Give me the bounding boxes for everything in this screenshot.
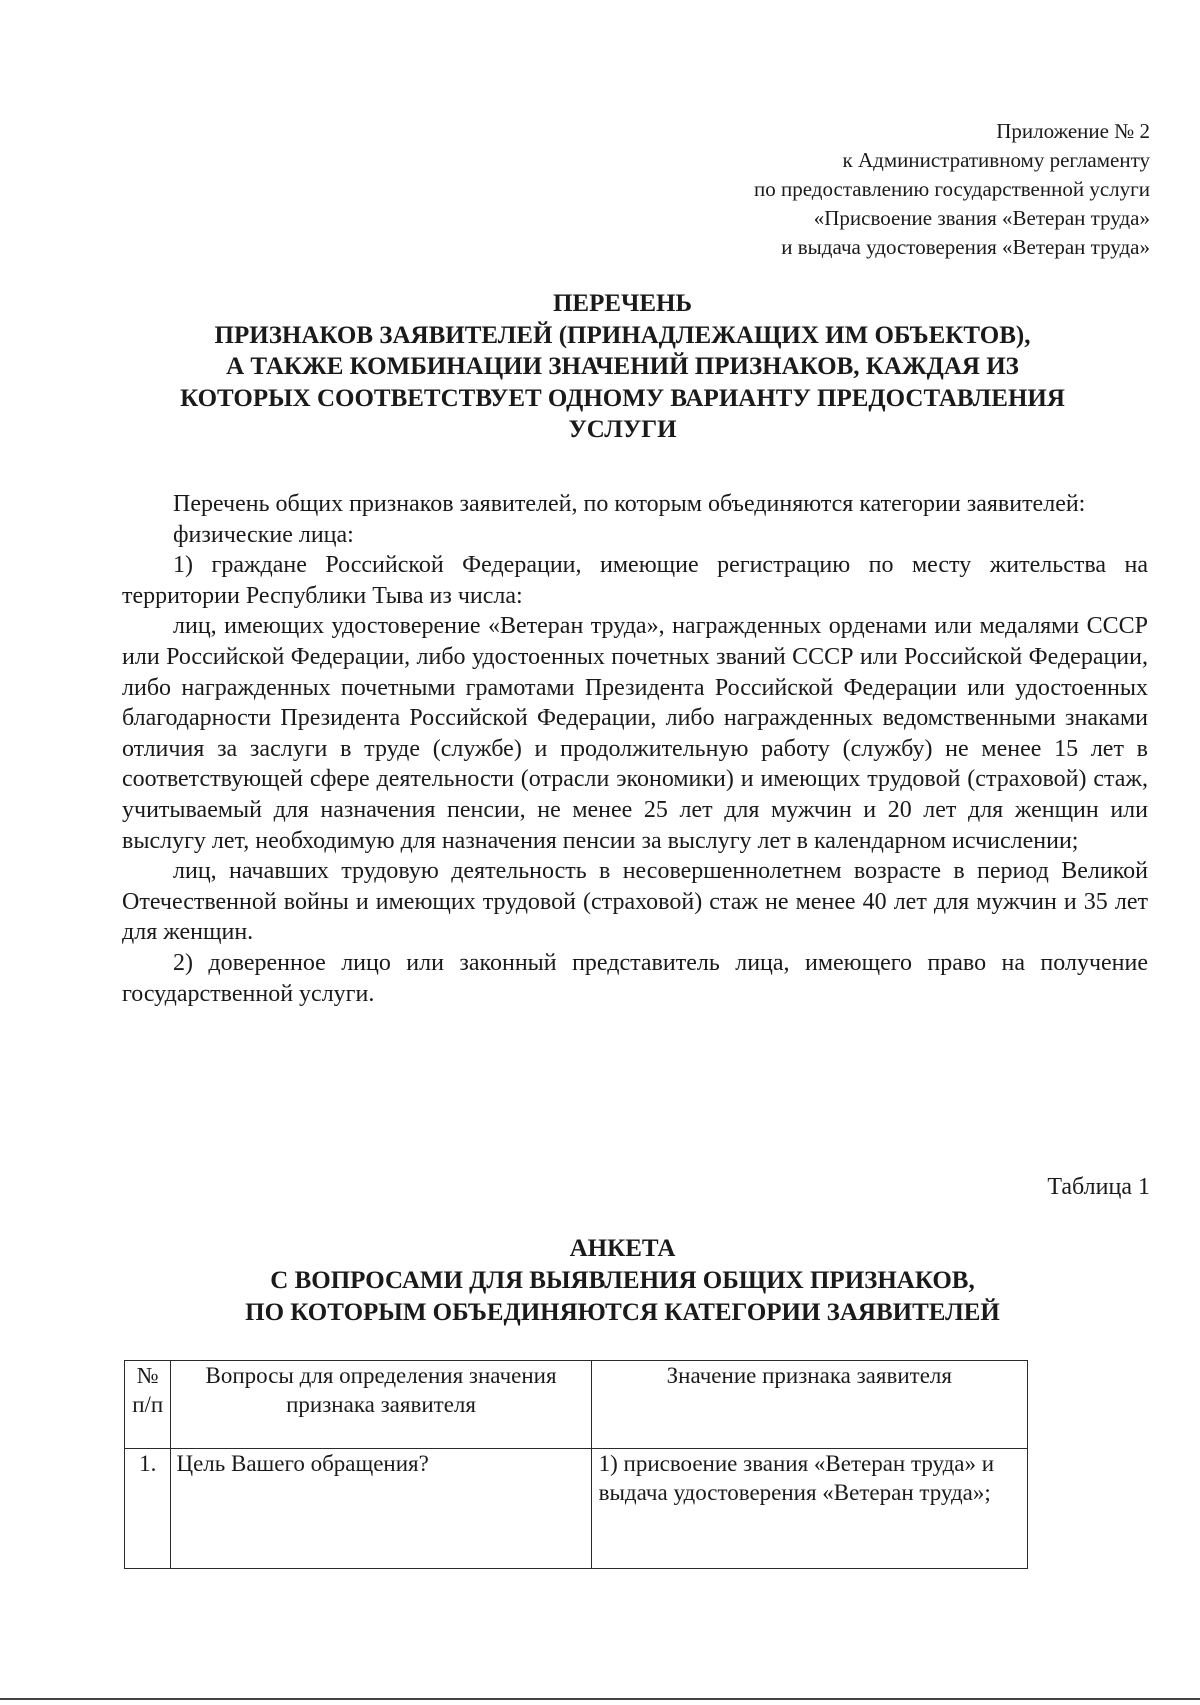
body-paragraph: лиц, начавших трудовую деятельность в несовершеннолетнем возрасте в период Великой Отечественной войны и имеющих трудовой (страховой) стаж не менее 40 лет для мужчин и 35 лет для женщин. xyxy=(122,858,1148,946)
cell-value: 1) присвоение звания «Ветеран труда» и выдача удостоверения «Ветеран труда»; xyxy=(591,1449,1027,1569)
appendix-line: «Присвоение звания «Ветеран труда» xyxy=(813,206,1150,230)
body-text xyxy=(122,489,1148,1009)
body-paragraph: физические лица: xyxy=(173,521,354,548)
list-title-line: УСЛУГИ xyxy=(568,416,677,443)
survey-title-line: С ВОПРОСАМИ ДЛЯ ВЫЯВЛЕНИЯ ОБЩИХ ПРИЗНАКОВ, xyxy=(270,1267,975,1294)
table-header-row xyxy=(125,1361,1028,1449)
header-question: Вопросы для определения значения признака заявителя xyxy=(171,1361,591,1449)
list-title-line: ПЕРЕЧЕНЬ xyxy=(552,290,693,317)
header-num: № п/п xyxy=(125,1361,171,1449)
list-title-line: КОТОРЫХ СООТВЕТСТВУЕТ ОДНОМУ ВАРИАНТУ ПРЕДОСТАВЛЕНИЯ xyxy=(180,384,1065,412)
header-value: Значение признака заявителя xyxy=(591,1361,1027,1449)
survey-title xyxy=(90,1233,1155,1329)
body-paragraph: Перечень общих признаков заявителей, по которым объединяются категории заявителей: xyxy=(173,491,1086,517)
appendix-line: и выдача удостоверения «Ветеран труда» xyxy=(781,235,1150,259)
cell-question: Цель Вашего обращения? xyxy=(171,1449,591,1569)
survey-title-line: ПО КОТОРЫМ ОБЪЕДИНЯЮТСЯ КАТЕГОРИИ ЗАЯВИТЕЛЕЙ xyxy=(245,1299,1000,1326)
survey-title-line: АНКЕТА xyxy=(569,1235,676,1262)
page-bottom-edge xyxy=(0,1698,1200,1700)
appendix-header xyxy=(510,117,1150,262)
body-paragraph: 2) доверенное лицо или законный представитель лица, имеющего право на получение государственной услуги. xyxy=(122,949,1148,1007)
list-title-line: А ТАКЖЕ КОМБИНАЦИИ ЗНАЧЕНИЙ ПРИЗНАКОВ, КАЖДАЯ ИЗ xyxy=(226,353,1019,380)
cell-num: 1. xyxy=(125,1449,171,1569)
body-paragraph: лиц, имеющих удостоверение «Ветеран труда», награжденных орденами или медалями СССР или Российской Федерации, либо удостоенных почетных званий СССР или Российской Федерации, либо награжденных почетными грамотами Президента Российской Федерации или удостоенных благодарности Президента Российской Федерации, либо награжденных ведомственными знаками отличия за заслуги в труде (службе) и продолжительную работу (службу) не менее 15 лет в соответствующей сфере деятельности (отрасли экономики) и имеющих трудовой (страховой) стаж, учитываемый для назначения пенсии, не менее 25 лет для мужчин и 20 лет для женщин или выслугу лет, необходимую для назначения пенсии за выслугу лет в календарном исчислении; xyxy=(122,613,1148,854)
appendix-line: к Административному регламенту xyxy=(842,148,1150,172)
survey-table xyxy=(124,1360,1028,1569)
list-title-line: ПРИЗНАКОВ ЗАЯВИТЕЛЕЙ (ПРИНАДЛЕЖАЩИХ ИМ ОБЪЕКТОВ), xyxy=(214,321,1031,349)
table-row xyxy=(125,1449,1028,1569)
appendix-line: по предоставлению государственной услуги xyxy=(754,177,1150,201)
body-paragraph: 1) граждане Российской Федерации, имеющие регистрацию по месту жительства на территории Республики Тыва из числа: xyxy=(122,552,1148,609)
table-label: Таблица 1 xyxy=(1047,1174,1150,1200)
appendix-line: Приложение № 2 xyxy=(996,119,1150,143)
list-title xyxy=(90,288,1155,446)
